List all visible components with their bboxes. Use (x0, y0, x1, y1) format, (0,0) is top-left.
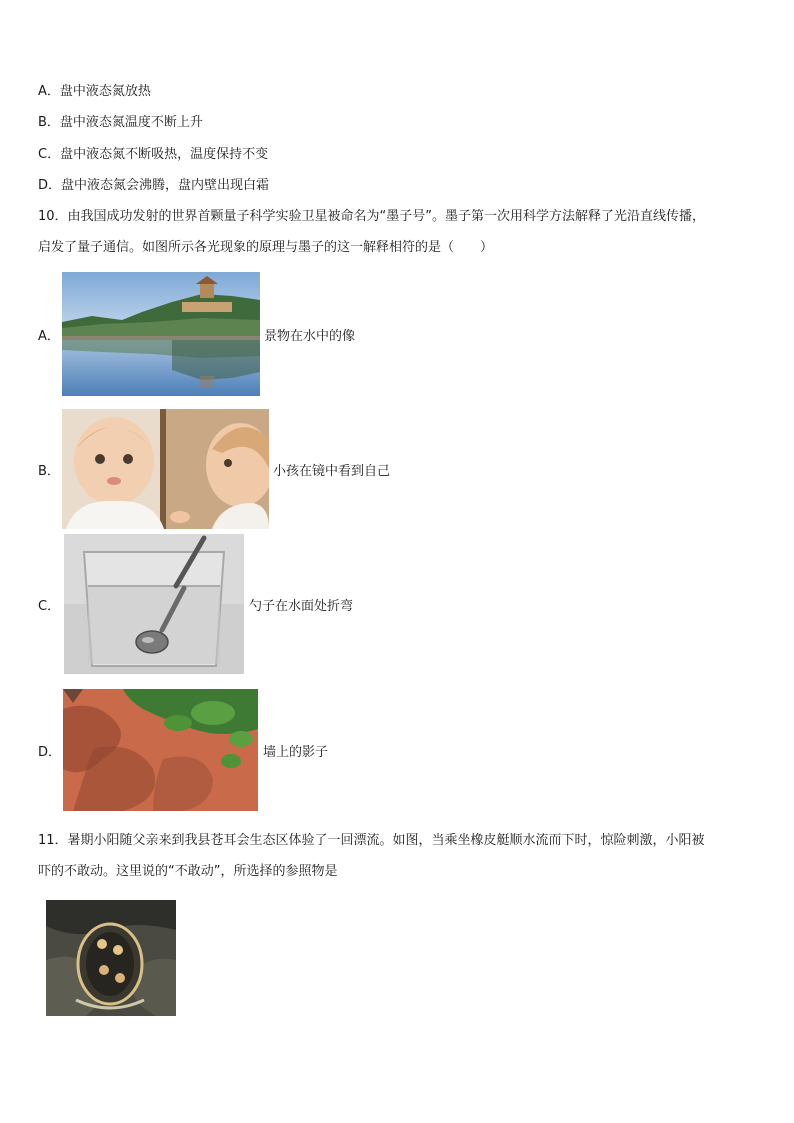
q9-option-b: B．盘中液态氮温度不断上升 (38, 115, 203, 130)
q10-option-b-letter: B． (38, 464, 60, 479)
wall-shadow-image (63, 689, 258, 811)
spoon-glass-image (64, 534, 244, 674)
q10-option-d-letter: D． (38, 745, 62, 760)
q11-stem-line2: 吓的不敢动。这里说的“不敢动”，所选择的参照物是 (38, 864, 338, 879)
child-mirror-image (62, 409, 269, 529)
q9-option-a: A．盘中液态氮放热 (38, 84, 151, 99)
rafting-image (46, 900, 176, 1016)
q10-option-d-caption: 墙上的影子 (263, 745, 329, 760)
q9-option-d: D．盘中液态氮会沸腾，盘内壁出现白霜 (38, 178, 270, 193)
q9-option-c: C．盘中液态氮不断吸热，温度保持不变 (38, 147, 269, 162)
q10-stem-line1: 10．由我国成功发射的世界首颗量子科学实验卫星被命名为“墨子号”。墨子第一次用科学方法解释了光沿直线传播， (38, 209, 706, 224)
q10-option-c-caption: 勺子在水面处折弯 (249, 599, 354, 614)
q10-stem-line2: 启发了量子通信。如图所示各光现象的原理与墨子的这一解释相符的是（ ） (38, 240, 494, 255)
q10-option-a-letter: A． (38, 329, 60, 344)
lake-reflection-image (62, 272, 260, 396)
q10-option-c-letter: C． (38, 599, 61, 614)
q10-option-b-caption: 小孩在镜中看到自己 (273, 464, 391, 479)
q10-option-a-caption: 景物在水中的像 (264, 329, 356, 344)
q11-stem-line1: 11．暑期小阳随父亲来到我县苍耳会生态区体验了一回漂流。如图，当乘坐橡皮艇顺水流而下时，惊险刺激，小阳被 (38, 833, 705, 848)
